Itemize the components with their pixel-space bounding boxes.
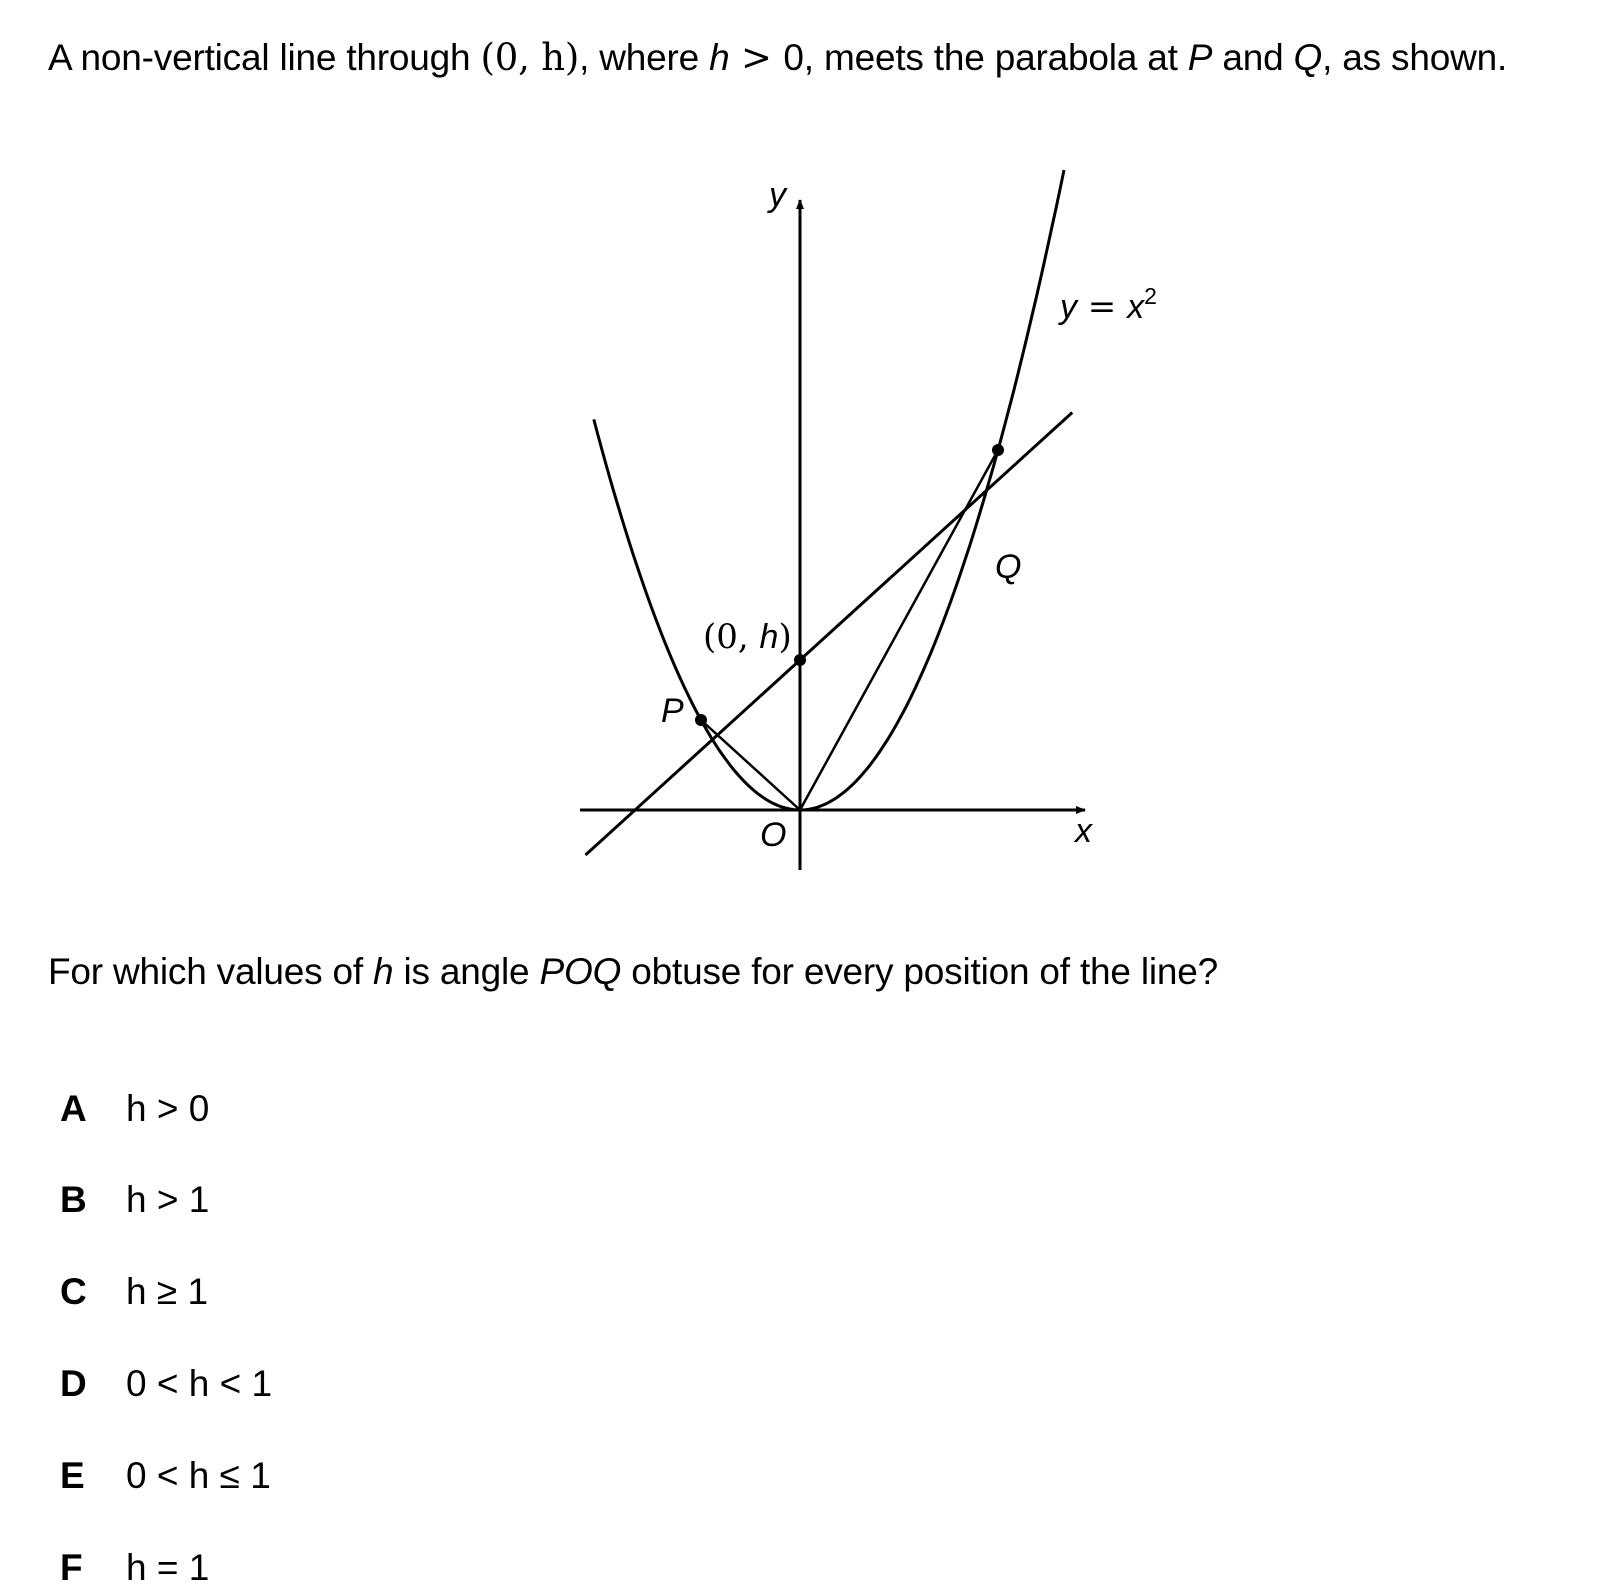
option-letter: D: [60, 1363, 87, 1404]
secant-line: [586, 413, 1073, 856]
prompt-angle: POQ: [539, 951, 622, 992]
intro-h: h: [709, 37, 730, 78]
q-label: Q: [995, 548, 1022, 586]
point-p: [695, 714, 707, 726]
point-label-close: ): [778, 617, 792, 657]
intro-p: P: [1187, 37, 1213, 78]
option-letter: E: [60, 1455, 85, 1496]
origin-label: O: [760, 816, 787, 854]
option-e[interactable]: [60, 1451, 271, 1501]
intro-text-4: and: [1212, 37, 1294, 78]
intro-relation: >: [729, 36, 784, 79]
prompt-text-2: is angle: [393, 951, 540, 992]
intro-text-5: , as shown.: [1322, 37, 1508, 78]
option-letter: F: [60, 1547, 83, 1588]
point-label-open: (0,: [703, 617, 760, 657]
prompt-text-1: For which values of: [48, 951, 374, 992]
point-q: [992, 444, 1004, 456]
option-a[interactable]: [60, 1084, 209, 1134]
x-axis-label: x: [1075, 812, 1092, 850]
point-label-h: h: [759, 618, 779, 656]
intro-text-3: 0, meets the parabola at: [783, 37, 1188, 78]
curve-label-x: x: [1127, 288, 1145, 326]
option-f[interactable]: [60, 1543, 209, 1593]
option-expression: h = 1: [126, 1547, 210, 1588]
option-b[interactable]: [60, 1175, 209, 1225]
option-expression: h > 0: [126, 1088, 210, 1129]
segment-oq: [800, 450, 998, 810]
curve-label-y: y: [1060, 288, 1077, 326]
option-expression: 0 < h < 1: [126, 1363, 273, 1404]
intro-q: Q: [1293, 37, 1323, 78]
y-axis-label: y: [769, 176, 786, 214]
option-letter: B: [60, 1179, 87, 1220]
point-0-h: [794, 654, 806, 666]
option-d[interactable]: [60, 1359, 272, 1409]
segment-op: [701, 720, 800, 810]
question-prompt: [48, 950, 1218, 994]
intro-text-2: , where: [579, 37, 710, 78]
curve-label-exponent: 2: [1144, 283, 1157, 309]
option-letter: C: [60, 1271, 87, 1312]
prompt-text-3: obtuse for every position of the line?: [621, 951, 1219, 992]
curve-label-eq: =: [1077, 287, 1128, 327]
option-expression: h ≥ 1: [126, 1271, 209, 1312]
curve-label: [1058, 283, 1157, 327]
intro-point: (0, h): [480, 36, 580, 79]
intro-text-1: A non-vertical line through: [48, 37, 481, 78]
point-0-h-label: [703, 617, 792, 657]
option-c[interactable]: [60, 1267, 208, 1317]
prompt-h: h: [373, 951, 394, 992]
option-expression: 0 < h ≤ 1: [126, 1455, 271, 1496]
option-expression: h > 1: [126, 1179, 210, 1220]
option-letter: A: [60, 1088, 87, 1129]
p-label: P: [661, 692, 684, 730]
